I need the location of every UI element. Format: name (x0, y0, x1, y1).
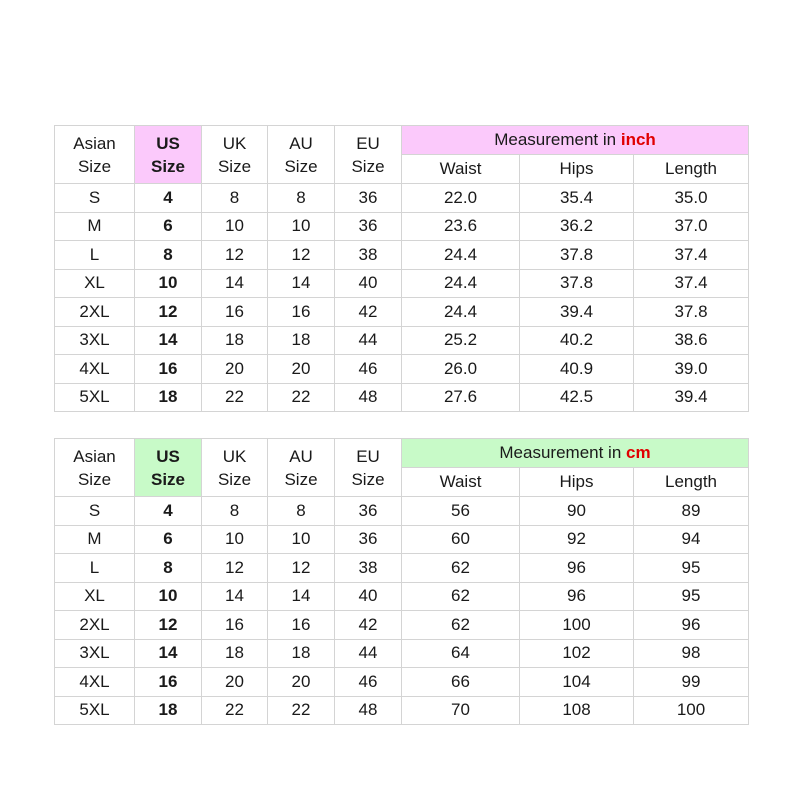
length-cell: 95 (634, 582, 749, 611)
header-line: UK (222, 446, 247, 466)
uk-cell: 22 (202, 696, 268, 725)
hips-cell: 40.2 (520, 326, 634, 355)
asian-cell: 5XL (55, 383, 135, 412)
eu-cell: 40 (335, 582, 402, 611)
table-row (55, 212, 749, 241)
eu-cell: 46 (335, 355, 402, 384)
header-line: Size (284, 469, 318, 489)
hips-cell: 90 (520, 497, 634, 526)
au-size-header (268, 126, 335, 184)
length-cell: 98 (634, 639, 749, 668)
uk-cell: 18 (202, 326, 268, 355)
au-cell: 12 (268, 241, 335, 270)
waist-header: Waist (402, 468, 520, 497)
eu-cell: 38 (335, 241, 402, 270)
length-header: Length (634, 468, 749, 497)
header-line: Size (150, 156, 186, 176)
us-cell: 4 (135, 497, 202, 526)
waist-cell: 56 (402, 497, 520, 526)
uk-cell: 12 (202, 241, 268, 270)
header-line: Asian (73, 446, 116, 466)
header-row (55, 126, 749, 155)
length-cell: 39.0 (634, 355, 749, 384)
header-line: US (156, 446, 180, 466)
header-line: AU (289, 446, 313, 466)
cm-size-table (54, 438, 749, 725)
table-row (55, 269, 749, 298)
au-cell: 12 (268, 554, 335, 583)
au-cell: 16 (268, 611, 335, 640)
au-cell: 10 (268, 212, 335, 241)
waist-cell: 24.4 (402, 269, 520, 298)
hips-cell: 108 (520, 696, 634, 725)
header-line: Size (284, 156, 318, 176)
asian-cell: 4XL (55, 355, 135, 384)
length-cell: 96 (634, 611, 749, 640)
header-line: Size (77, 156, 112, 176)
hips-header: Hips (520, 155, 634, 184)
uk-cell: 14 (202, 269, 268, 298)
waist-cell: 66 (402, 668, 520, 697)
asian-cell: 3XL (55, 326, 135, 355)
au-cell: 8 (268, 497, 335, 526)
eu-size-header (335, 126, 402, 184)
hips-cell: 42.5 (520, 383, 634, 412)
au-cell: 14 (268, 269, 335, 298)
waist-cell: 23.6 (402, 212, 520, 241)
us-size-header (135, 439, 202, 497)
length-cell: 37.8 (634, 298, 749, 327)
uk-cell: 20 (202, 355, 268, 384)
length-cell: 100 (634, 696, 749, 725)
uk-cell: 10 (202, 212, 268, 241)
hips-cell: 35.4 (520, 184, 634, 213)
au-cell: 20 (268, 668, 335, 697)
waist-cell: 24.4 (402, 298, 520, 327)
asian-cell: M (55, 212, 135, 241)
measurement-unit: inch (620, 130, 656, 149)
us-cell: 14 (135, 326, 202, 355)
au-cell: 10 (268, 525, 335, 554)
eu-cell: 36 (335, 497, 402, 526)
hips-cell: 96 (520, 554, 634, 583)
header-row (55, 439, 749, 468)
au-cell: 18 (268, 326, 335, 355)
waist-cell: 26.0 (402, 355, 520, 384)
asian-size-header (55, 439, 135, 497)
au-size-header (268, 439, 335, 497)
length-cell: 37.0 (634, 212, 749, 241)
table-row (55, 355, 749, 384)
au-cell: 8 (268, 184, 335, 213)
header-line: EU (356, 133, 380, 153)
uk-cell: 20 (202, 668, 268, 697)
header-line: AU (289, 133, 313, 153)
us-cell: 16 (135, 355, 202, 384)
length-cell: 39.4 (634, 383, 749, 412)
asian-cell: S (55, 497, 135, 526)
us-cell: 12 (135, 298, 202, 327)
eu-cell: 42 (335, 298, 402, 327)
table-row (55, 696, 749, 725)
hips-cell: 100 (520, 611, 634, 640)
length-cell: 89 (634, 497, 749, 526)
header-line: UK (222, 133, 247, 153)
header-line: Size (351, 469, 385, 489)
table-row (55, 639, 749, 668)
us-cell: 10 (135, 269, 202, 298)
asian-cell: 2XL (55, 298, 135, 327)
measurement-prefix: Measurement in (494, 130, 617, 149)
table-row (55, 554, 749, 583)
table-row (55, 298, 749, 327)
hips-cell: 96 (520, 582, 634, 611)
waist-cell: 70 (402, 696, 520, 725)
header-line: Size (351, 156, 385, 176)
us-cell: 6 (135, 525, 202, 554)
waist-cell: 60 (402, 525, 520, 554)
length-cell: 38.6 (634, 326, 749, 355)
waist-cell: 64 (402, 639, 520, 668)
eu-cell: 38 (335, 554, 402, 583)
asian-cell: 4XL (55, 668, 135, 697)
uk-cell: 16 (202, 611, 268, 640)
asian-cell: XL (55, 582, 135, 611)
hips-cell: 39.4 (520, 298, 634, 327)
eu-cell: 36 (335, 212, 402, 241)
asian-cell: 2XL (55, 611, 135, 640)
waist-cell: 25.2 (402, 326, 520, 355)
header-line: EU (356, 446, 380, 466)
uk-cell: 14 (202, 582, 268, 611)
eu-cell: 46 (335, 668, 402, 697)
au-cell: 22 (268, 383, 335, 412)
length-cell: 37.4 (634, 269, 749, 298)
uk-size-header (202, 126, 268, 184)
us-cell: 4 (135, 184, 202, 213)
eu-cell: 42 (335, 611, 402, 640)
measurement-unit: cm (626, 443, 651, 462)
eu-cell: 40 (335, 269, 402, 298)
hips-cell: 37.8 (520, 241, 634, 270)
waist-cell: 24.4 (402, 241, 520, 270)
hips-cell: 92 (520, 525, 634, 554)
table-row (55, 668, 749, 697)
uk-cell: 12 (202, 554, 268, 583)
uk-cell: 22 (202, 383, 268, 412)
us-cell: 16 (135, 668, 202, 697)
table-row (55, 497, 749, 526)
us-cell: 10 (135, 582, 202, 611)
us-size-header (135, 126, 202, 184)
header-line: Size (77, 469, 112, 489)
au-cell: 22 (268, 696, 335, 725)
asian-cell: M (55, 525, 135, 554)
uk-cell: 10 (202, 525, 268, 554)
header-line: Size (150, 469, 186, 489)
us-cell: 12 (135, 611, 202, 640)
table-row (55, 383, 749, 412)
waist-cell: 22.0 (402, 184, 520, 213)
hips-header: Hips (520, 468, 634, 497)
waist-cell: 27.6 (402, 383, 520, 412)
uk-cell: 18 (202, 639, 268, 668)
au-cell: 18 (268, 639, 335, 668)
waist-header: Waist (402, 155, 520, 184)
table-row (55, 525, 749, 554)
table-row (55, 582, 749, 611)
cm-table-body (55, 439, 749, 725)
measurement-prefix: Measurement in (499, 443, 622, 462)
table-row (55, 184, 749, 213)
us-cell: 8 (135, 241, 202, 270)
eu-cell: 48 (335, 383, 402, 412)
us-cell: 8 (135, 554, 202, 583)
us-cell: 18 (135, 383, 202, 412)
eu-cell: 48 (335, 696, 402, 725)
uk-cell: 8 (202, 184, 268, 213)
asian-cell: L (55, 241, 135, 270)
eu-cell: 44 (335, 326, 402, 355)
length-cell: 95 (634, 554, 749, 583)
us-cell: 18 (135, 696, 202, 725)
asian-cell: 5XL (55, 696, 135, 725)
length-cell: 37.4 (634, 241, 749, 270)
au-cell: 16 (268, 298, 335, 327)
eu-cell: 36 (335, 184, 402, 213)
hips-cell: 36.2 (520, 212, 634, 241)
header-line: Size (217, 156, 252, 176)
length-header: Length (634, 155, 749, 184)
waist-cell: 62 (402, 554, 520, 583)
length-cell: 35.0 (634, 184, 749, 213)
inch-table-body (55, 126, 749, 412)
asian-size-header (55, 126, 135, 184)
us-cell: 6 (135, 212, 202, 241)
eu-cell: 44 (335, 639, 402, 668)
length-cell: 94 (634, 525, 749, 554)
au-cell: 14 (268, 582, 335, 611)
au-cell: 20 (268, 355, 335, 384)
eu-cell: 36 (335, 525, 402, 554)
waist-cell: 62 (402, 582, 520, 611)
measurement-title (402, 439, 749, 468)
table-row (55, 241, 749, 270)
header-line: US (156, 133, 180, 153)
hips-cell: 104 (520, 668, 634, 697)
asian-cell: 3XL (55, 639, 135, 668)
hips-cell: 102 (520, 639, 634, 668)
eu-size-header (335, 439, 402, 497)
measurement-title (402, 126, 749, 155)
header-line: Size (217, 469, 252, 489)
asian-cell: XL (55, 269, 135, 298)
asian-cell: S (55, 184, 135, 213)
inch-size-table (54, 125, 749, 412)
us-cell: 14 (135, 639, 202, 668)
asian-cell: L (55, 554, 135, 583)
hips-cell: 40.9 (520, 355, 634, 384)
uk-cell: 8 (202, 497, 268, 526)
waist-cell: 62 (402, 611, 520, 640)
uk-cell: 16 (202, 298, 268, 327)
header-line: Asian (73, 133, 116, 153)
length-cell: 99 (634, 668, 749, 697)
table-row (55, 611, 749, 640)
hips-cell: 37.8 (520, 269, 634, 298)
table-row (55, 326, 749, 355)
uk-size-header (202, 439, 268, 497)
